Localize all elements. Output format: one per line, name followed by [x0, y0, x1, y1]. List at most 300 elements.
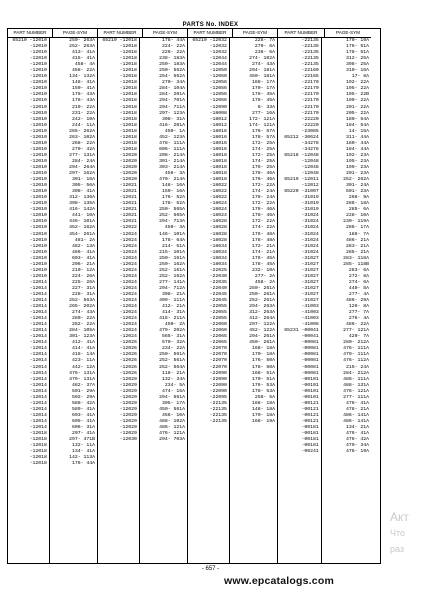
- page-sym-cell: 420- 7A: [348, 334, 369, 340]
- page-sym-cell: 277- 7A: [348, 310, 369, 316]
- page-sym-cell: 178- 50A: [251, 364, 275, 370]
- part-number-cell: -18012: [209, 116, 227, 122]
- page-sym-cell: 285- 6A: [348, 207, 369, 213]
- part-number-cell: -12010: [29, 104, 47, 110]
- page-sym-cell: 205- 22A: [345, 110, 369, 116]
- page-sym-cell: 172- 121A: [249, 116, 275, 122]
- page-sym-cell: 440- 8A: [348, 285, 369, 291]
- page-sym-cell: 199- 22A: [345, 98, 369, 104]
- part-number-cell: -22035: [209, 279, 227, 285]
- page-sym-cell: 446- 101A: [69, 219, 95, 225]
- page-sym-cell: 423- 11A: [71, 358, 95, 364]
- part-number-cell: -12024: [119, 304, 137, 310]
- page-sym-cell: 294- 261A: [249, 334, 275, 340]
- part-number-cell: -12014: [29, 358, 47, 364]
- page-sym-cell: 452- 162A: [69, 225, 95, 231]
- watermark-url[interactable]: www.epcatalogs.com: [224, 575, 334, 587]
- page-sym-cell: 250- 261A: [249, 285, 275, 291]
- page-sym-cell: 142- 113A: [69, 455, 95, 461]
- part-number-cell: -22135: [209, 418, 227, 424]
- part-number-cell: -12014: [29, 425, 47, 430]
- page-sym-cell: 272- 8A: [348, 273, 369, 279]
- page-sym-cell: 603- 41A: [71, 412, 95, 418]
- page-sym-cell: 178- 24A: [251, 195, 275, 201]
- page-sym-cell: 178- 45A: [251, 261, 275, 267]
- page-sym-cell: 409- 111A: [159, 298, 185, 304]
- page-sym-cell: 277- 131A: [69, 152, 95, 158]
- page-sym-cell: 285- 118B: [343, 261, 369, 267]
- page-sym-cell: 284- 201A: [159, 92, 185, 98]
- page-sym-cell: 242- 10A: [71, 116, 95, 122]
- part-number-cell: -12018: [119, 122, 137, 128]
- row-list: [278, 38, 371, 563]
- part-number-cell: 65210 -12032: [192, 38, 227, 43]
- page-sym-cell: 476- 41A: [345, 431, 369, 437]
- page-sym-cell: 201- 22A: [345, 104, 369, 110]
- page-sym-cell: 301- 24A: [345, 183, 369, 189]
- part-number-cell: -12010: [29, 50, 47, 56]
- page-sym-cell: 250- 162A: [159, 261, 185, 267]
- page-sym-cell: 283- 6A: [348, 267, 369, 273]
- page-sym-cell: 479- 111A: [343, 352, 369, 358]
- part-number-header: PART NUMBER: [8, 29, 53, 37]
- page-sym-cell: 588- 42A: [71, 400, 95, 406]
- page-sym-cell: 294- 701A: [159, 98, 185, 104]
- page-sym-cell: 174- 22A: [251, 225, 275, 231]
- page-sym-cell: 134- 21A: [345, 425, 369, 430]
- part-number-cell: -22135: [209, 400, 227, 406]
- part-number-cell: -12056: [209, 92, 227, 98]
- page-sym-cell: 178- 53A: [251, 388, 275, 394]
- page-sym-cell: 126- 8A: [348, 304, 369, 310]
- page-sym-cell: 476- 121A: [159, 431, 185, 437]
- part-number-cell: -12014: [29, 388, 47, 394]
- index-column: [188, 29, 278, 563]
- part-number-cell: -22055: [209, 310, 227, 316]
- page-sym-cell: 170- 18A: [251, 412, 275, 418]
- part-number-cell: -12024: [119, 291, 137, 297]
- part-number-cell: -12014: [29, 382, 47, 388]
- part-number-cell: -18034: [209, 249, 227, 255]
- part-number-cell: -18018: [209, 171, 227, 177]
- page-sym-cell: 277- 4A: [348, 291, 369, 297]
- page-sym-cell: 228- 10A: [345, 213, 369, 219]
- part-number-cell: -00121: [301, 412, 319, 418]
- page-sym-cell: 168- 51A: [251, 370, 275, 376]
- part-number-cell: -12029: [119, 412, 137, 418]
- part-number-cell: -00101: [301, 388, 319, 394]
- part-number-cell: 65218 -12048: [284, 152, 319, 158]
- page-sym-cell: 412- 21A: [161, 304, 185, 310]
- part-number-cell: -12024: [119, 273, 137, 279]
- page-sym-cell: 178- 46A: [251, 171, 275, 177]
- part-number-cell: -12029: [119, 418, 137, 424]
- part-number-cell: -18028: [209, 225, 227, 231]
- page-sym-cell: 252- 565A: [159, 213, 185, 219]
- part-number-cell: -18018: [209, 164, 227, 170]
- part-number-cell: -12026: [119, 340, 137, 346]
- page-sym-cell: 148- 41A: [71, 80, 95, 86]
- page-sym-cell: 414- 41A: [71, 346, 95, 352]
- part-number-cell: -22135: [301, 38, 319, 43]
- page-sym-cell: 201- 23A: [345, 171, 369, 177]
- part-number-cell: -12024: [119, 249, 137, 255]
- part-number-cell: -12024: [119, 298, 137, 304]
- page-sym-cell: 252- 261A: [249, 298, 275, 304]
- part-number-cell: -12010: [29, 146, 47, 152]
- part-number-cell: -00081: [301, 352, 319, 358]
- part-number-cell: -31027: [301, 279, 319, 285]
- part-number-cell: -12010: [29, 152, 47, 158]
- page-sym-cell: 265- 202A: [69, 304, 95, 310]
- page-sym-cell: 398- 25A: [345, 62, 369, 68]
- part-number-cell: -31024: [301, 225, 319, 231]
- part-number-cell: -12010: [29, 225, 47, 231]
- part-number-cell: -12026: [119, 352, 137, 358]
- page-sym-cell: 308- 21A: [161, 291, 185, 297]
- page-sym-cell: 486- 111A: [343, 376, 369, 382]
- page-sym-cell: 441- 10A: [71, 213, 95, 219]
- part-number-cell: -12018: [119, 62, 137, 68]
- page-sym-cell: 148- 18A: [251, 406, 275, 412]
- page-sym-cell: 284- 212A: [343, 370, 369, 376]
- part-number-cell: -00101: [301, 382, 319, 388]
- part-number-cell: -12020: [119, 158, 137, 164]
- part-number-cell: -12026: [119, 370, 137, 376]
- page-sym-cell: 226- 22A: [161, 50, 185, 56]
- part-number-cell: -00181: [301, 431, 319, 437]
- part-number-cell: -23085: [301, 128, 319, 134]
- page-sym-cell: 458- 22A: [71, 68, 95, 74]
- part-number-cell: -31024: [301, 231, 319, 237]
- page-sym-cell: 570- 32A: [161, 340, 185, 346]
- page-sym-cell: 172- 22A: [251, 201, 275, 207]
- column-header: [188, 29, 277, 38]
- part-number-cell: -12029: [119, 394, 137, 400]
- page-sym-cell: 482- 13A: [71, 243, 95, 249]
- page-sym-cell: 474- 15A: [161, 388, 185, 394]
- page-sym-cell: 178- 51A: [345, 50, 369, 56]
- part-number-cell: -12018: [29, 461, 47, 467]
- page-sym-cell: 150- 41A: [71, 86, 95, 92]
- page-sym-cell: 228- 31A: [71, 291, 95, 297]
- part-number-cell: -12018: [119, 44, 137, 50]
- page-sym-cell: 210- 12A: [71, 267, 95, 273]
- part-number-cell: -18018: [209, 158, 227, 164]
- part-number-cell: -22055: [209, 304, 227, 310]
- page-sym-cell: 172- 22A: [251, 219, 275, 225]
- part-number-cell: -31019: [301, 207, 319, 213]
- page-sym-cell: 252- 162A: [159, 273, 185, 279]
- part-number-cell: -12024: [119, 267, 137, 273]
- page-sym-cell: 456- 10A: [161, 412, 185, 418]
- page-sym-cell: 454- 261A: [69, 231, 95, 237]
- part-number-cell: -12018: [119, 80, 137, 86]
- part-number-cell: -22065: [209, 340, 227, 346]
- part-number-cell: -18024: [209, 207, 227, 213]
- page-sym-cell: 276- 4A: [348, 316, 369, 322]
- part-number-cell: -12010: [29, 189, 47, 195]
- page-sym-cell: 486- 141A: [343, 412, 369, 418]
- part-number-cell: -12024: [119, 285, 137, 291]
- page-sym-cell: 168- 19A: [251, 418, 275, 424]
- page-sym-cell: 214- 51A: [161, 243, 185, 249]
- page-sym-cell: 458- 2A: [254, 279, 275, 285]
- part-number-cell: -31027: [301, 298, 319, 304]
- page-sym-cell: 565- 31A: [161, 334, 185, 340]
- page-sym-cell: 219- 22A: [71, 104, 95, 110]
- part-number-cell: -22030: [209, 273, 227, 279]
- part-number-cell: -12022: [119, 225, 137, 231]
- page-sym-cell: 452- 123A: [159, 134, 185, 140]
- page-sym-cell: 415- 211A: [159, 316, 185, 322]
- page-sym-cell: 486- 141A: [343, 418, 369, 424]
- part-number-cell: -12010: [29, 195, 47, 201]
- page-sym-header: PAGE-SYM: [63, 30, 87, 35]
- part-number-cell: -12029: [119, 388, 137, 394]
- part-number-cell: -12014: [29, 310, 47, 316]
- part-number-cell: -12020: [119, 164, 137, 170]
- page-sym-header: PAGE-SYM: [153, 30, 177, 35]
- part-number-cell: -12018: [119, 128, 137, 134]
- page-sym-cell: 178- 45A: [251, 98, 275, 104]
- part-number-cell: -00081: [301, 340, 319, 346]
- page-sym-cell: 268- 9A: [348, 195, 369, 201]
- part-number-cell: -12026: [119, 346, 137, 352]
- page-sym-cell: 180- 54A: [345, 116, 369, 122]
- page-sym-cell: 478- 21A: [345, 406, 369, 412]
- part-number-cell: -18008: [209, 110, 227, 116]
- part-number-cell: -12018: [119, 134, 137, 140]
- page-sym-cell: 174- 121A: [249, 122, 275, 128]
- part-number-cell: -12021: [119, 207, 137, 213]
- part-number-cell: -00101: [301, 394, 319, 400]
- page-sym-cell: 170- 51A: [251, 376, 275, 382]
- page-sym-cell: 452- 122A: [249, 328, 275, 334]
- page-sym-cell: 215- 101A: [159, 249, 185, 255]
- part-number-cell: -12010: [29, 164, 47, 170]
- part-number-cell: -12010: [29, 86, 47, 92]
- part-number-cell: -12018: [29, 455, 47, 461]
- page-sym-cell: 476- 131A: [69, 370, 95, 376]
- part-number-cell: 65220 -31007: [284, 189, 319, 195]
- page-sym-cell: 294- 181A: [249, 68, 275, 74]
- part-number-cell: -12014: [29, 304, 47, 310]
- part-number-cell: -12014: [29, 376, 47, 382]
- part-number-cell: -22060: [209, 328, 227, 334]
- part-number-cell: -12010: [29, 62, 47, 68]
- page-sym-cell: 274- 43A: [71, 310, 95, 316]
- part-number-cell: -12010: [29, 116, 47, 122]
- page-sym-cell: 479- 131A: [69, 376, 95, 382]
- page-sym-cell: 442- 12A: [71, 364, 95, 370]
- page-sym-cell: 170- 19A: [345, 38, 369, 43]
- page-sym-cell: 184- 54A: [345, 122, 369, 128]
- page-sym-cell: 286- 18A: [345, 201, 369, 207]
- part-number-cell: -18024: [209, 201, 227, 207]
- page-sym-cell: 174- 25A: [251, 146, 275, 152]
- row-list: [98, 38, 187, 563]
- part-number-cell: -12024: [119, 279, 137, 285]
- part-number-cell: -22170: [301, 80, 319, 86]
- part-number-cell: -12014: [29, 334, 47, 340]
- part-number-cell: -22060: [209, 322, 227, 328]
- page-sym-cell: 238- 183A: [159, 56, 185, 62]
- part-number-cell: -12056: [209, 98, 227, 104]
- part-number-cell: -12024: [119, 231, 137, 237]
- part-number-cell: -12014: [29, 316, 47, 322]
- page-sym-cell: 215- 24A: [345, 364, 369, 370]
- part-number-cell: -12029: [119, 400, 137, 406]
- part-number-cell: -22135: [209, 412, 227, 418]
- page-sym-cell: 294- 263A: [249, 304, 275, 310]
- page-sym-cell: 486- 121A: [159, 425, 185, 430]
- page-sym-header: PAGE-SYM: [243, 30, 267, 35]
- page-sym-cell: 283- 118A: [343, 255, 369, 261]
- part-number-cell: -12021: [119, 201, 137, 207]
- part-number-cell: -22025: [209, 267, 227, 273]
- page-sym-cell: 225- 26A: [71, 279, 95, 285]
- part-number-cell: -12014: [29, 406, 47, 412]
- page-sym-cell: 270- 42A: [71, 146, 95, 152]
- part-number-cell: -12012: [301, 183, 319, 189]
- part-number-cell: -12010: [29, 92, 47, 98]
- part-number-cell: -12048: [301, 171, 319, 177]
- page-sym-cell: 277- 121A: [343, 328, 369, 334]
- index-column: [8, 29, 98, 563]
- part-number-cell: -12014: [29, 370, 47, 376]
- part-number-cell: -12010: [29, 128, 47, 134]
- part-number-cell: -18018: [209, 177, 227, 183]
- page-sym-cell: 488- 102A: [159, 418, 185, 424]
- table-row: [98, 437, 187, 443]
- page-sym-cell: 450- 2A: [164, 322, 185, 328]
- part-number-cell: -12010: [29, 68, 47, 74]
- page-sym-cell: 174- 25A: [251, 158, 275, 164]
- part-number-cell: -31027: [301, 285, 319, 291]
- page-sym-cell: 478- 111A: [159, 140, 185, 146]
- part-number-cell: -22170: [301, 104, 319, 110]
- page-sym-cell: 207- 41A: [71, 431, 95, 437]
- part-number-cell: -34278: [301, 146, 319, 152]
- part-number-cell: -00101: [301, 376, 319, 382]
- page-sym-cell: 501- 29A: [71, 388, 95, 394]
- part-number-cell: -12010: [29, 207, 47, 213]
- part-number-cell: -18016: [209, 140, 227, 146]
- page-sym-cell: 308- 41A: [71, 189, 95, 195]
- part-number-cell: -18016: [209, 128, 227, 134]
- part-number-cell: -22160: [301, 68, 319, 74]
- page-sym-cell: 244- 11A: [71, 122, 95, 128]
- page-sym-cell: 231- 22A: [71, 110, 95, 116]
- part-number-cell: -00041: [301, 334, 319, 340]
- page-sym-cell: 14- 15A: [348, 128, 369, 134]
- page-sym-cell: 415- 41A: [71, 56, 95, 62]
- part-number-cell: -12056: [209, 86, 227, 92]
- page-sym-cell: 294- 703A: [159, 437, 185, 443]
- page-sym-cell: 297- 162A: [69, 171, 95, 177]
- part-number-cell: -31027: [301, 261, 319, 267]
- page-sym-cell: 294- 264A: [69, 164, 95, 170]
- page-sym-cell: 168- 17A: [251, 80, 275, 86]
- part-number-cell: -12010: [29, 201, 47, 207]
- part-number-cell: -12029: [119, 376, 137, 382]
- part-number-cell: -12014: [29, 352, 47, 358]
- part-number-cell: -12018: [119, 146, 137, 152]
- page-sym-cell: 297- 471B: [69, 437, 95, 443]
- page-sym-cell: 274- 6A: [348, 279, 369, 285]
- page-sym-cell: 178- 52A: [161, 201, 185, 207]
- page-sym-cell: 252- 262A: [343, 177, 369, 183]
- part-number-cell: -31024: [301, 249, 319, 255]
- part-number-cell: -12050: [209, 74, 227, 80]
- page-sym-cell: 502- 29A: [71, 394, 95, 400]
- page-sym-cell: 178- 45A: [251, 92, 275, 98]
- page-sym-cell: 301- 123A: [69, 334, 95, 340]
- page-sym-cell: 252- 161A: [159, 267, 185, 273]
- page-sym-cell: 486- 41A: [71, 249, 95, 255]
- page-sym-cell: 412- 41A: [71, 340, 95, 346]
- part-number-cell: -22170: [301, 110, 319, 116]
- page-number: - 657 -: [201, 566, 220, 572]
- page-sym-cell: 224- 26A: [71, 273, 95, 279]
- page-sym-cell: 456- 3A: [164, 171, 185, 177]
- part-number-cell: -18024: [209, 213, 227, 219]
- page-sym-cell: 418- 14A: [71, 352, 95, 358]
- page-sym-cell: 479- 34A: [345, 443, 369, 449]
- part-number-cell: -12021: [119, 195, 137, 201]
- part-number-cell: -12010: [29, 249, 47, 255]
- part-number-header: PART NUMBER: [98, 29, 143, 37]
- page-sym-cell: 178- 48A: [251, 237, 275, 243]
- part-number-cell: -00081: [301, 358, 319, 364]
- page-sym-cell: 294- 711A: [159, 104, 185, 110]
- part-number-cell: -22170: [301, 86, 319, 92]
- part-number-cell: -12026: [119, 364, 137, 370]
- part-number-cell: -12020: [119, 177, 137, 183]
- page-sym-cell: 312- 25A: [345, 56, 369, 62]
- part-number-cell: -22090: [209, 370, 227, 376]
- page-sym-cell: 250- 263A: [69, 38, 95, 43]
- part-number-cell: -00181: [301, 437, 319, 443]
- page-sym-cell: 284- 105A: [69, 328, 95, 334]
- page-sym-cell: 310- 16A: [345, 68, 369, 74]
- page-sym-cell: 297- 123A: [159, 110, 185, 116]
- page-sym-cell: 168- 18A: [251, 400, 275, 406]
- page-sym-cell: 476- 42A: [345, 437, 369, 443]
- part-number-cell: -12044: [209, 56, 227, 62]
- page-sym-cell: 450- 561A: [159, 406, 185, 412]
- part-number-cell: -12010: [29, 134, 47, 140]
- page-sym-cell: 280- 212A: [343, 340, 369, 346]
- part-number-cell: -12018: [119, 140, 137, 146]
- part-number-cell: -22045: [209, 291, 227, 297]
- page-sym-cell: 398- 135A: [69, 201, 95, 207]
- part-number-cell: -22135: [301, 56, 319, 62]
- page-sym-cell: 606- 111A: [159, 146, 185, 152]
- page-sym-cell: 284- 24A: [71, 158, 95, 164]
- part-number-cell: 65210 -12010: [12, 38, 47, 43]
- part-number-cell: -12010: [29, 267, 47, 273]
- page-sym-cell: 238- 6A: [254, 50, 275, 56]
- part-number-cell: -12014: [29, 400, 47, 406]
- page-sym-cell: 234- 5A: [164, 382, 185, 388]
- page-sym-cell: 488- 131A: [343, 382, 369, 388]
- part-number-cell: -12010: [29, 183, 47, 189]
- page-sym-cell: 603- 41A: [71, 255, 95, 261]
- part-number-cell: -12010: [29, 56, 47, 62]
- part-number-cell: -12020: [119, 152, 137, 158]
